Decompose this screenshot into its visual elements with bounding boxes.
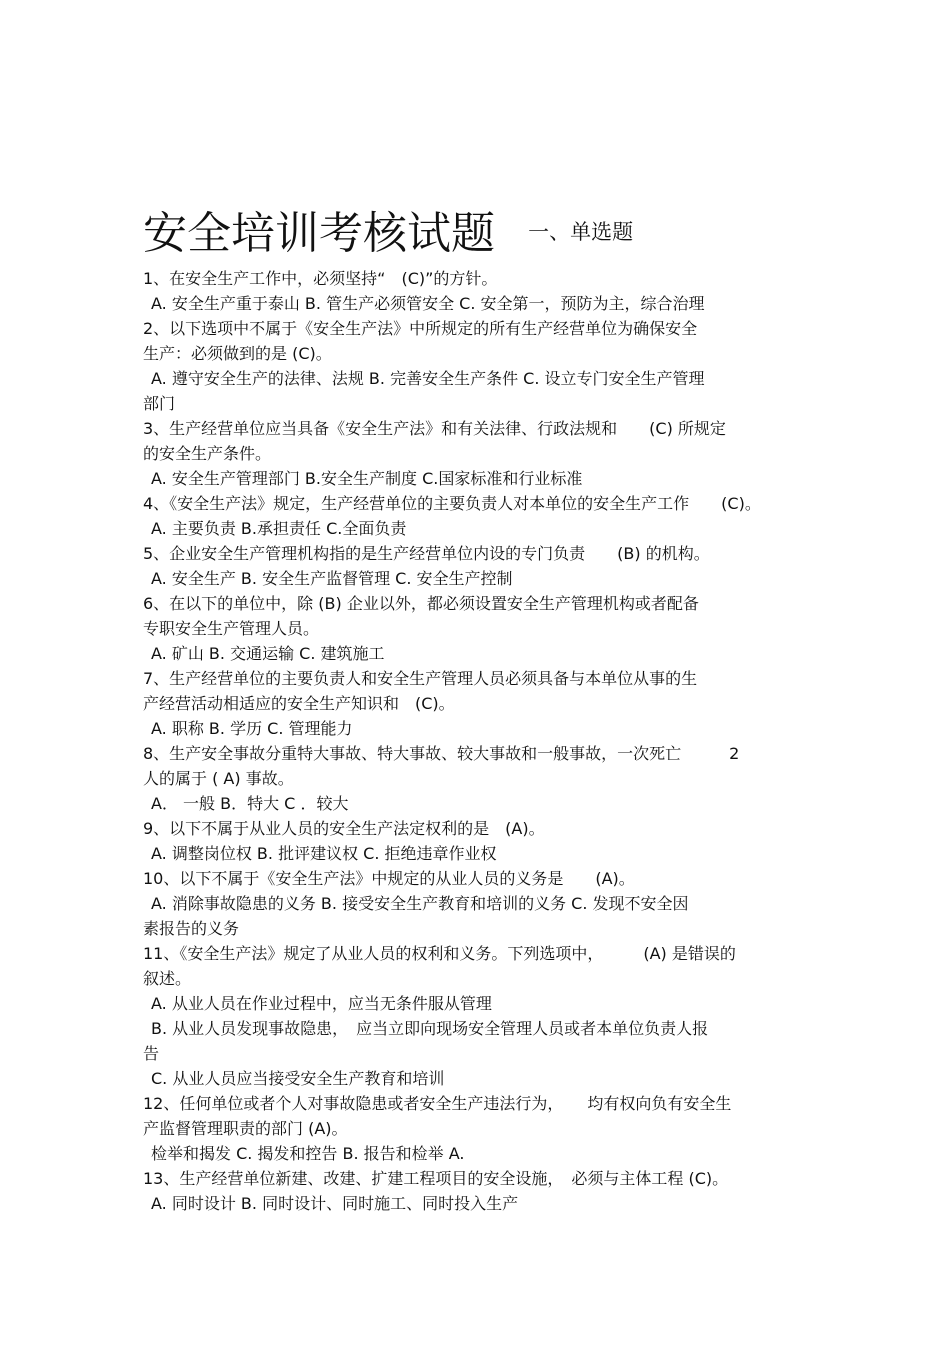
question-line: 的安全生产条件。 [143, 444, 272, 463]
option-line: C. 从业人员应当接受安全生产教育和培训 [151, 1069, 445, 1088]
question-line: 叙述。 [143, 969, 192, 988]
option-line: B. 从业人员发现事故隐患， 应当立即向现场安全管理人员或者本单位负责人报 [151, 1019, 709, 1038]
question-line: 人的属于 ( A) 事故。 [143, 769, 294, 788]
option-line: A. 消除事故隐患的义务 B. 接受安全生产教育和培训的义务 C. 发现不安全因 [151, 894, 689, 913]
section-heading: 一、单选题 [528, 220, 634, 244]
option-line: A. 主要负责 B.承担责任 C.全面负责 [151, 519, 407, 538]
question-line: 3、生产经营单位应当具备《安全生产法》和有关法律、行政法规和 (C) 所规定 [143, 419, 726, 438]
question-line: 13、生产经营单位新建、改建、扩建工程项目的安全设施， 必须与主体工程 (C)。 [143, 1169, 729, 1188]
option-line: 检举和揭发 C. 揭发和控告 B. 报告和检举 A. [151, 1144, 465, 1163]
question-line: 生产：必须做到的是 (C)。 [143, 344, 332, 363]
question-line: 1、在安全生产工作中，必须坚持“ (C)”的方针。 [143, 269, 498, 288]
question-line: 9、以下不属于从业人员的安全生产法定权利的是 (A)。 [143, 819, 545, 838]
option-line: A. 遵守安全生产的法律、法规 B. 完善安全生产条件 C. 设立专门安全生产管理 [151, 369, 705, 388]
option-line: A. 安全生产管理部门 B.安全生产制度 C.国家标准和行业标准 [151, 469, 583, 488]
option-line: A. 矿山 B. 交通运输 C. 建筑施工 [151, 644, 385, 663]
option-line: 告 [143, 1044, 160, 1063]
document-header [143, 204, 633, 262]
option-line: A. 从业人员在作业过程中，应当无条件服从管理 [151, 994, 492, 1013]
question-line: 专职安全生产管理人员。 [143, 619, 320, 638]
question-list [143, 266, 843, 1216]
question-line: 12、任何单位或者个人对事故隐患或者安全生产违法行为， 均有权向负有安全生 [143, 1094, 732, 1113]
question-line: 10、以下不属于《安全生产法》中规定的从业人员的义务是 (A)。 [143, 869, 635, 888]
option-line: A. 安全生产重于泰山 B. 管生产必须管安全 C. 安全第一，预防为主，综合治理 [151, 294, 705, 313]
question-line: 5、企业安全生产管理机构指的是生产经营单位内设的专门负责 (B) 的机构。 [143, 544, 710, 563]
question-line: 7、生产经营单位的主要负责人和安全生产管理人员必须具备与本单位从事的生 [143, 669, 698, 688]
option-line: A. 安全生产 B. 安全生产监督管理 C. 安全生产控制 [151, 569, 513, 588]
question-line: 4、《安全生产法》规定，生产经营单位的主要负责人对本单位的安全生产工作 (C)。 [143, 494, 761, 513]
option-line: A. 职称 B. 学历 C. 管理能力 [151, 719, 353, 738]
option-line: 素报告的义务 [143, 919, 240, 938]
question-line: 产监督管理职责的部门 (A)。 [143, 1119, 348, 1138]
question-line: 6、在以下的单位中，除 (B) 企业以外，都必须设置安全生产管理机构或者配备 [143, 594, 699, 613]
question-line: 产经营活动相适应的安全生产知识和 (C)。 [143, 694, 455, 713]
question-line: 8、生产安全事故分重特大事故、特大事故、较大事故和一般事故，一次死亡 2 [143, 744, 740, 763]
option-line: 部门 [143, 394, 176, 413]
option-line: A. 调整岗位权 B. 批评建议权 C. 拒绝违章作业权 [151, 844, 497, 863]
question-line: 2、以下选项中不属于《安全生产法》中所规定的所有生产经营单位为确保安全 [143, 319, 698, 338]
option-line: A． 一般 B．特大 C ．较大 [151, 794, 349, 813]
option-line: A. 同时设计 B. 同时设计、同时施工、同时投入生产 [151, 1194, 519, 1213]
question-line: 11、《安全生产法》规定了从业人员的权利和义务。下列选项中， (A) 是错误的 [143, 944, 736, 963]
document-title: 安全培训考核试题 [143, 208, 495, 259]
